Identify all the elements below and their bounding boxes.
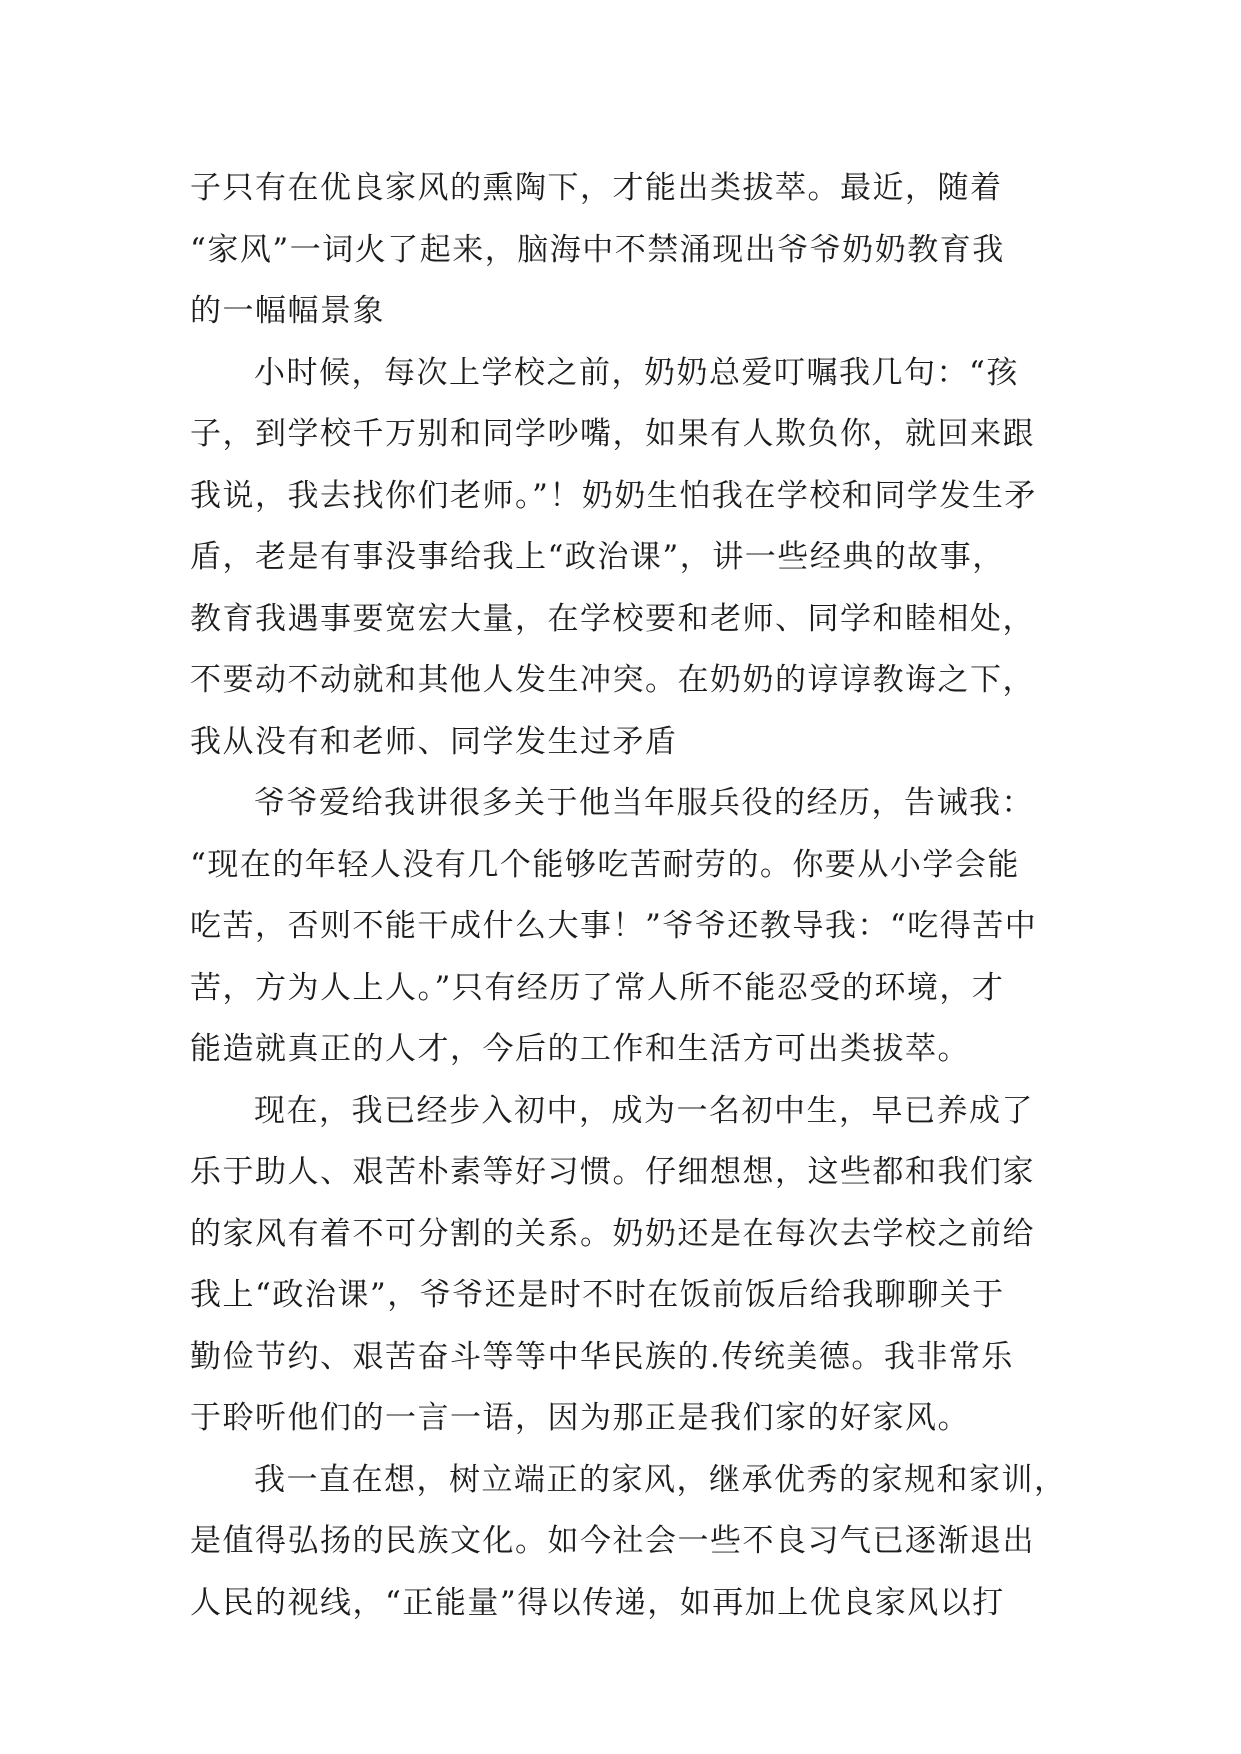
text-line: 我说，我去找你们老师。”！奶奶生怕我在学校和同学发生矛 [190, 477, 1037, 514]
text-line: 我上“政治课”，爷爷还是时不时在饭前饭后给我聊聊关于 [190, 1277, 1005, 1313]
text-line: 乐于助人、艰苦朴素等好习惯。仔细想想，这些都和我们家 [190, 1154, 1035, 1190]
text-line: “现在的年轻人没有几个能够吃苦耐劳的。你要从小学会能 [190, 846, 1020, 883]
text-line: 子只有在优良家风的熏陶下，才能出类拔萃。最近，随着 [190, 170, 1003, 206]
text-line: 不要动不动就和其他人发生冲突。在奶奶的谆谆教诲之下， [190, 662, 1035, 698]
text-line: 勤俭节约、艰苦奋斗等等中华民族的.传统美德。我非常乐 [190, 1338, 1014, 1375]
text-line: 的家风有着不可分割的关系。奶奶还是在每次去学校之前给 [190, 1215, 1035, 1252]
text-line: 吃苦，否则不能干成什么大事！”爷爷还教导我：“吃得苦中 [190, 908, 1038, 944]
body-text [190, 158, 1070, 1634]
text-line: 苦，方为人上人。”只有经历了常人所不能忍受的环境，才 [190, 969, 1005, 1006]
text-line: 于聆听他们的一言一语，因为那正是我们家的好家风。 [190, 1400, 970, 1436]
text-line: 教育我遇事要宽宏大量，在学校要和老师、同学和睦相处， [190, 600, 1035, 637]
paragraph-first-line: 小时候，每次上学校之前，奶奶总爱叮嘱我几句：“孩 [254, 354, 1019, 391]
text-line: 盾，老是有事没事给我上“政治课”，讲一些经典的故事， [190, 539, 1005, 575]
text-line: 的一幅幅景象 [190, 293, 385, 329]
paragraph-first-line: 我一直在想，树立端正的家风，继承优秀的家规和家训， [254, 1461, 1067, 1498]
text-line: 是值得弘扬的民族文化。如今社会一些不良习气已逐渐退出 [190, 1523, 1035, 1559]
text-line: 人民的视线，“正能量”得以传递，如再加上优良家风以打 [190, 1584, 1005, 1621]
text-line: 能造就真正的人才，今后的工作和生活方可出类拔萃。 [190, 1031, 970, 1067]
paragraph-first-line: 现在，我已经步入初中，成为一名初中生，早已养成了 [254, 1092, 1034, 1129]
paragraph-first-line: 爷爷爱给我讲很多关于他当年服兵役的经历，告诫我： [254, 785, 1034, 821]
text-line: 我从没有和老师、同学发生过矛盾 [190, 723, 678, 760]
text-line: “家风”一词火了起来，脑海中不禁涌现出爷爷奶奶教育我 [190, 231, 1005, 268]
text-line: 子，到学校千万别和同学吵嘴，如果有人欺负你，就回来跟 [190, 416, 1035, 452]
